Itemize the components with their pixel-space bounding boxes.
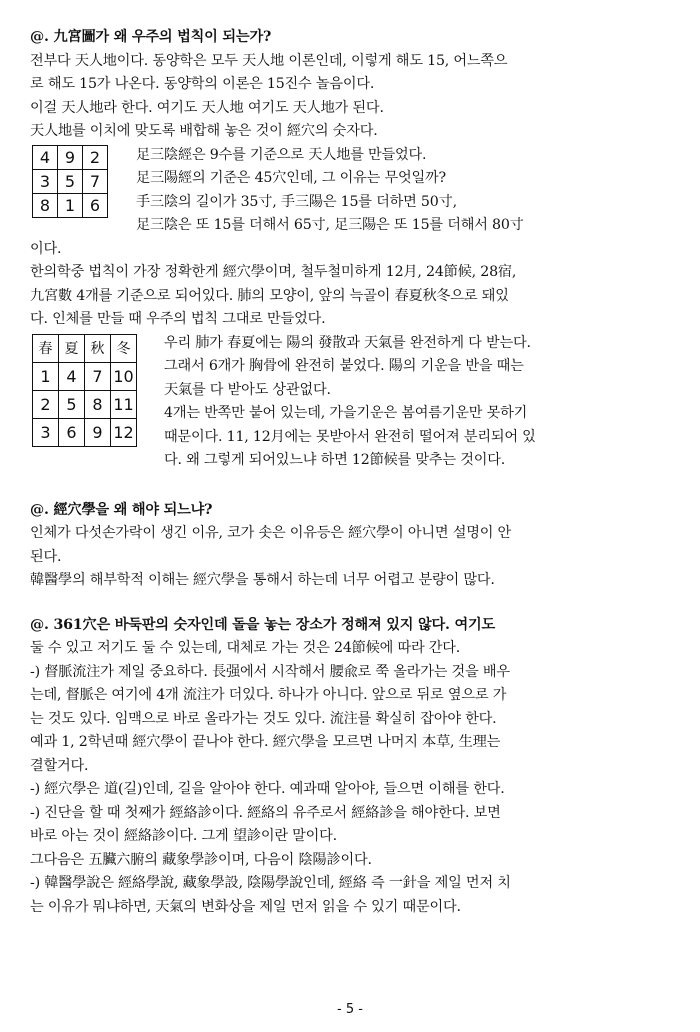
magic-square-cell: 7 bbox=[83, 169, 108, 193]
season-cell: 4 bbox=[59, 362, 85, 390]
section3-line: -) 韓醫學說은 經絡學說, 藏象學設, 陰陽學說인데, 經絡 즉 一針을 제일 먼저 치 bbox=[30, 875, 511, 891]
section1-heading: @. 九宮圖가 왜 우주의 법칙이 되는가? bbox=[30, 29, 272, 45]
section2-heading: @. 經穴學을 왜 해야 되느냐? bbox=[30, 501, 213, 518]
section2-line: 韓醫學의 해부학적 이해는 經穴學을 통해서 하는데 너무 어렵고 분량이 많다. bbox=[30, 572, 495, 588]
magic-square-cell: 3 bbox=[33, 169, 58, 193]
magic-square-side-line: 手三陰의 길이가 35寸, 手三陽은 15를 더하면 50寸, bbox=[136, 193, 457, 210]
magic-square-side-line: 足三陽經의 기준은 45穴인데, 그 이유는 무엇일까? bbox=[136, 170, 446, 186]
season-side-line: 다. 왜 그렇게 되어있느냐 하면 12節候를 맞추는 것이다. bbox=[164, 452, 506, 468]
season-cell: 2 bbox=[33, 390, 59, 418]
season-header-cell: 春 bbox=[33, 334, 59, 362]
magic-square-cell: 2 bbox=[83, 145, 108, 169]
document-page bbox=[30, 26, 680, 919]
season-cell: 6 bbox=[59, 418, 85, 446]
section3-line: -) 經穴學은 道(길)인데, 길을 알아야 한다. 예과때 알아야, 들으면 이해를 한다. bbox=[30, 781, 505, 797]
season-cell: 8 bbox=[85, 390, 111, 418]
section1-after-line: 한의학중 법칙이 가장 정확한게 經穴學이며, 철두철미하게 12月, 24節候, 28宿, bbox=[30, 264, 517, 280]
season-cell: 10 bbox=[111, 362, 137, 390]
section1-line: 이걸 天人地라 한다. 여기도 天人地 여기도 天人地가 된다. bbox=[30, 99, 384, 116]
section1-line: 天人地를 이치에 맞도록 배합해 놓은 것이 經穴의 숫자다. bbox=[30, 123, 378, 139]
season-side-line: 天氣를 다 받아도 상관없다. bbox=[164, 381, 331, 398]
season-side-line: 때문이다. 11, 12月에는 못받아서 완전히 떨어져 분리되어 있 bbox=[164, 428, 536, 445]
season-cell: 9 bbox=[85, 418, 111, 446]
section3-line: 바로 아는 것이 經絡診이다. 그게 望診이란 말이다. bbox=[30, 828, 337, 844]
section3-line: 는 이유가 뭐냐하면, 天氣의 변화상을 제일 먼저 읽을 수 있기 때문이다. bbox=[30, 898, 461, 915]
magic-square-cell: 9 bbox=[58, 145, 83, 169]
section1-after-line: 九宮數 4개를 기준으로 되어있다. 肺의 모양이, 앞의 늑골이 春夏秋冬으로 돼있 bbox=[30, 287, 509, 304]
season-cell: 11 bbox=[111, 390, 137, 418]
magic-square-cell: 5 bbox=[58, 169, 83, 193]
section3-line: 예과 1, 2학년때 經穴學이 끝나야 한다. 經穴學을 모르면 나머지 本草, 生理는 bbox=[30, 734, 501, 750]
section3-line: -) 진단을 할 때 첫째가 經絡診이다. 經絡의 유주로서 經絡診을 해야한다. 보면 bbox=[30, 804, 501, 821]
season-cell: 12 bbox=[111, 418, 137, 446]
section3-line: 그다음은 五臟六腑의 藏象學診이며, 다음이 陰陽診이다. bbox=[30, 851, 372, 868]
section3-line: 둘 수 있고 저기도 둘 수 있는데, 대체로 가는 것은 24節候에 따라 간다. bbox=[30, 640, 461, 656]
season-cell: 3 bbox=[33, 418, 59, 446]
section3-line: -) 督脈流注가 제일 중요하다. 長强에서 시작해서 腰兪로 쭉 올라가는 것을 배우 bbox=[30, 663, 510, 680]
magic-square-cell: 6 bbox=[83, 193, 108, 217]
season-side-line: 우리 肺가 春夏에는 陽의 發散과 天氣를 완전하게 다 받는다. bbox=[164, 334, 531, 351]
section3-line: 결할거다. bbox=[30, 757, 89, 774]
magic-square-cell: 1 bbox=[58, 193, 83, 217]
section3-line: 는데, 督脈은 여기에 4개 流注가 더있다. 하나가 아니다. 앞으로 뒤로 옆으로 가 bbox=[30, 687, 507, 703]
magic-square-table bbox=[32, 145, 108, 218]
magic-square-cell: 4 bbox=[33, 145, 58, 169]
season-side-line: 그래서 6개가 胸骨에 완전히 붙었다. 陽의 기운을 반을 때는 bbox=[164, 358, 524, 374]
section3-heading: @. 361穴은 바둑판의 숫자인데 돌을 놓는 장소가 정해져 있지 않다. 여기도 bbox=[30, 616, 495, 633]
season-cell: 5 bbox=[59, 390, 85, 418]
section2-line: 인체가 다섯손가락이 생긴 이유, 코가 솟은 이유등은 經穴學이 아니면 설명이 안 bbox=[30, 525, 512, 541]
season-header-cell: 冬 bbox=[111, 334, 137, 362]
section1-after-line: 다. 인체를 만들 때 우주의 법칙 그대로 만들었다. bbox=[30, 311, 326, 327]
section3-line: 는 것도 있다. 임맥으로 바로 올라가는 것도 있다. 流注를 확실히 잡아야 한다. bbox=[30, 710, 497, 727]
magic-square-cell: 8 bbox=[33, 193, 58, 217]
season-cell: 7 bbox=[85, 362, 111, 390]
season-header-cell: 秋 bbox=[85, 334, 111, 362]
magic-square-block bbox=[30, 144, 680, 238]
section1-after-line: 이다. bbox=[30, 240, 62, 257]
page-number: - 5 - bbox=[337, 1002, 363, 1017]
section1-line: 로 해도 15가 나온다. 동양학의 이론은 15진수 놀음이다. bbox=[30, 76, 375, 92]
season-table-block bbox=[30, 332, 680, 478]
season-cell: 1 bbox=[33, 362, 59, 390]
magic-square-side-line: 足三陰經은 9수를 기준으로 天人地를 만들었다. bbox=[136, 146, 427, 163]
magic-square-side-line: 足三陰은 또 15를 더해서 65寸, 足三陽은 또 15를 더해서 80寸 bbox=[136, 217, 524, 233]
section1-line: 전부다 天人地이다. 동양학은 모두 天人地 이론인데, 이렇게 해도 15, 어느쪽으 bbox=[30, 52, 508, 69]
season-side-line: 4개는 반쪽만 붙어 있는데, 가을기운은 봄여름기운만 못하기 bbox=[164, 405, 528, 421]
season-header-cell: 夏 bbox=[59, 334, 85, 362]
section2-line: 된다. bbox=[30, 548, 62, 565]
season-table bbox=[32, 334, 137, 447]
